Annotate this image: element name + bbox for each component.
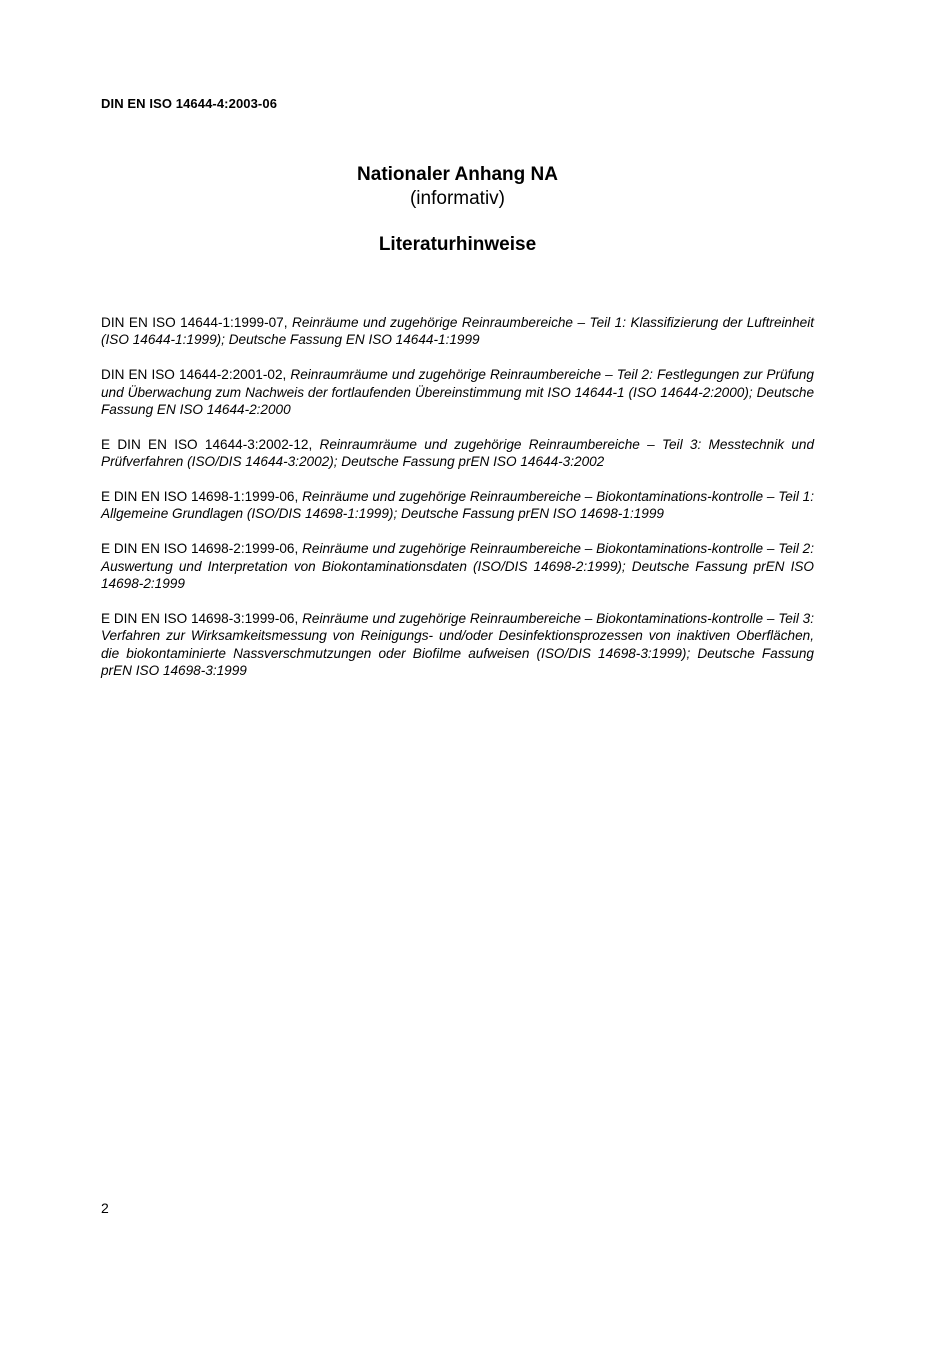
reference-title: Reinräume und zugehörige Reinraumbereiche – Biokontaminations-kontrolle – Teil 3: Verfahren zur Wirksamkeitsmessung von Reinigungs- und/oder Desinfektionsprozessen von inaktiven Oberflächen, die biokontaminierte Nassverschmutzungen oder Biofilme aufweisen (ISO/DIS 14698-3:1999); Deutsche Fassung prEN ISO 14698-3:1999 [101, 610, 815, 679]
page-number: 2 [101, 1200, 109, 1216]
reference-code: E DIN EN ISO 14698-3:1999-06, [101, 610, 299, 626]
annex-subtitle: (informativ) [409, 188, 505, 209]
reference-code: E DIN EN ISO 14698-1:1999-06, [101, 489, 299, 505]
reference-code: DIN EN ISO 14644-1:1999-07, [101, 315, 288, 330]
reference-title: Reinräume und zugehörige Reinraumbereiche – Teil 1: Klassifizierung der Luftreinheit (ISO 14644-1:1999); Deutsche Fassung EN ISO 14644-1:1999 [101, 315, 815, 348]
annex-title: Nationaler Anhang NA [357, 164, 558, 185]
section-title: Literaturhinweise [378, 234, 537, 255]
reference-title: Reinraumräume und zugehörige Reinraumbereiche – Teil 3: Messtechnik und Prüfverfahren (ISO/DIS 14644-3:2002); Deutsche Fassung prEN ISO 14644-3:2002 [101, 436, 815, 470]
reference-item [101, 610, 814, 680]
reference-item [101, 488, 814, 523]
reference-code: E DIN EN ISO 14698-2:1999-06, [101, 541, 299, 557]
reference-item [101, 540, 814, 592]
reference-code: E DIN EN ISO 14644-3:2002-12, [101, 436, 313, 452]
reference-title: Reinraumräume und zugehörige Reinraumbereiche – Teil 2: Festlegungen zur Prüfung und Überwachung zum Nachweis der fortlaufenden Übereinstimmung mit ISO 14644-1 (ISO 14644-2:2000); Deutsche Fassung EN ISO 14644-2:2000 [101, 367, 814, 418]
reference-code: DIN EN ISO 14644-2:2001-02, [101, 367, 287, 383]
annex-title-block [0, 163, 915, 257]
reference-title: Reinräume und zugehörige Reinraumbereiche – Biokontaminations-kontrolle – Teil 1: Allgemeine Grundlagen (ISO/DIS 14698-1:1999); Deutsche Fassung prEN ISO 14698-1:1999 [101, 489, 815, 522]
reference-item [101, 436, 814, 471]
reference-list [101, 314, 814, 697]
reference-item [101, 314, 814, 349]
reference-title: Reinräume und zugehörige Reinraumbereiche – Biokontaminations-kontrolle – Teil 2: Auswertung und Interpretation von Biokontaminationsdaten (ISO/DIS 14698-2:1999); Deutsche Fassung prEN ISO 14698-2:1999 [101, 541, 815, 592]
reference-item [101, 366, 814, 418]
document-id-header: DIN EN ISO 14644-4:2003-06 [101, 96, 278, 111]
